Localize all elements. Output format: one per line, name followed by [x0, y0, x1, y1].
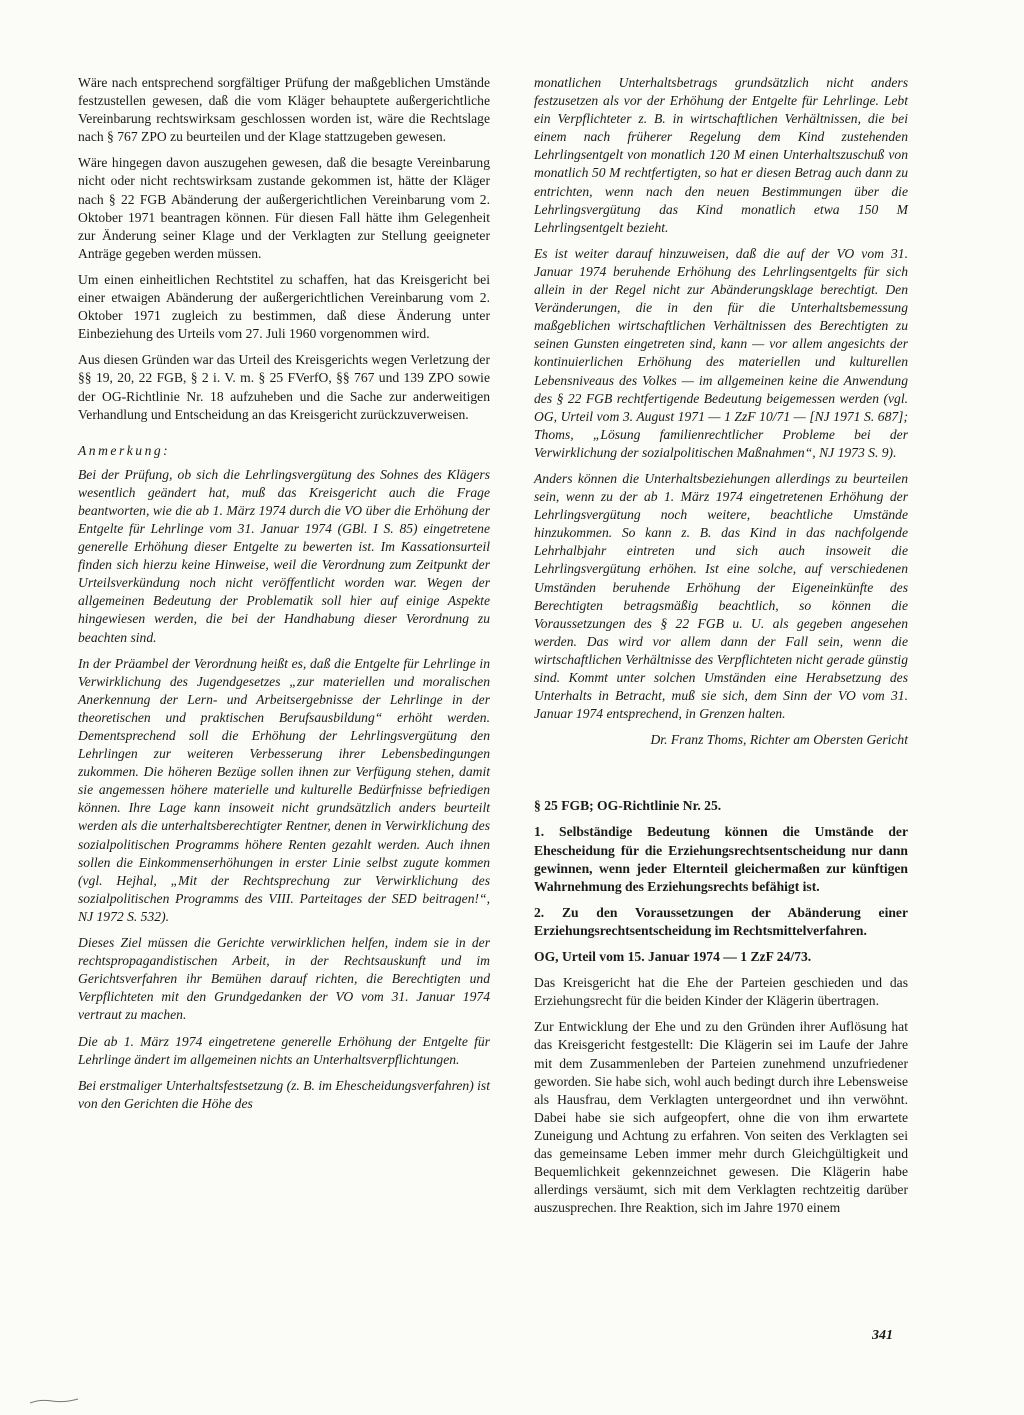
paragraph: Die ab 1. März 1974 eingetretene generelle Erhöhung der Entgelte für Lehrlinge ändert im allgemeinen nichts an Unterhaltsverpflichtungen.: [78, 1033, 490, 1067]
paragraph: Anders können die Unterhaltsbeziehungen allerdings zu beurteilen sein, wenn zu der ab 1. März 1974 eingetretenen Erhöhung der Lehrlingsvergütung noch weitere, beachtliche Umstände hinzukommen. So kann z. B. das Kind in das nachfolgende Lehrhalbjahr eintreten und sich auch insoweit die Lehrlingsvergütung erhöhen. Ist eine solche, auf verschiedenen Umständen beruhende Erhöhung der Eigeneinkünfte des Berechtigten betragsmäßig beachtlich, so können die Voraussetzungen des § 22 FGB u. U. als gegeben angesehen werden. Das wird vor allem dann der Fall sein, wenn die wirtschaftlichen Verhältnisse des Verpflichteten nicht gerade günstig sind. Kommt unter solchen Umständen eine Herabsetzung des Unterhalts in Betracht, muß sie sich, dem Sinn der VO vom 31. Januar 1974 entsprechend, in Grenzen halten.: [534, 470, 908, 722]
paragraph: Es ist weiter darauf hinzuweisen, daß die auf der VO vom 31. Januar 1974 beruhende Erhöhung des Lehrlingsentgelts für sich allein in der Regel nicht zur Abänderungsklage berechtigt. Den Veränderungen, die in den für die Unterhaltsbemessung maßgeblichen wirtschaftlichen Verhältnissen des Berechtigten zu seinen Gunsten eingetreten sind, kann — vor allem angesichts der kontinuierlichen Erhöhung des materiellen und kulturellen Lebensniveaus des Volkes — im allgemeinen keine die Anwendung des § 22 FGB rechtfertigende Bedeutung beigemessen werden (vgl. OG, Urteil vom 3. August 1971 — 1 ZzF 10/71 — [NJ 1971 S. 687]; Thoms, „Lösung familienrechtlicher Probleme bei der Verwirklichung der sozialpolitischen Maßnahmen“, NJ 1973 S. 9).: [534, 245, 908, 460]
paragraph: Bei der Prüfung, ob sich die Lehrlingsvergütung des Sohnes des Klägers wesentlich geändert hat, muß das Kreisgericht auch die Frage beantworten, wie die ab 1. März 1974 durch die VO über die Erhöhung der Entgelte für Lehrlinge vom 31. Januar 1974 (GBl. I S. 85) eingetretene generelle Erhöhung dieser Entgelte zu bewerten ist. Im Kassationsurteil finden sich hierzu keine Hinweise, weil die Verordnung zum Zeitpunkt der Urteilsverkündung noch nicht veröffentlicht worden war. Wegen der allgemeinen Bedeutung der Problematik soll hier auf einige Aspekte hingewiesen werden, die bei der Handhabung dieser Verordnung zu beachten sind.: [78, 466, 490, 645]
page-number: 341: [872, 1328, 893, 1343]
paragraph: Wäre nach entsprechend sorgfältiger Prüfung der maßgeblichen Umstände festzustellen gewesen, daß die vom Kläger behauptete außergerichtliche Vereinbarung rechtswirksam geschlossen worden ist, wäre die Rechtslage nach § 767 ZPO zu beurteilen und der Klage stattzugeben gewesen.: [78, 75, 490, 145]
case-citation: OG, Urteil vom 15. Januar 1974 — 1 ZzF 24/73.: [534, 949, 812, 965]
case-heading: § 25 FGB; OG-Richtlinie Nr. 25.: [534, 798, 722, 814]
paragraph: Dieses Ziel müssen die Gerichte verwirklichen helfen, indem sie in der rechtspropagandistischen Arbeit, in der Rechtsauskunft und im Gerichtsverfahren ihr Bemühen darauf richten, die Berechtigten und Verpflichteten mit den Grundgedanken der VO vom 31. Januar 1974 vertraut zu machen.: [78, 935, 490, 1023]
annotation-heading: Anmerkung:: [78, 442, 171, 458]
paragraph: Aus diesen Gründen war das Urteil des Kreisgerichts wegen Verletzung der §§ 19, 20, 22 FGB, § 2 i. V. m. § 25 FVerfO, §§ 767 und 139 ZPO sowie der OG-Richtlinie Nr. 18 aufzuheben und die Sache zur anderweitigen Verhandlung und Entscheidung an das Kreisgericht zurückzuverweisen.: [78, 352, 490, 422]
left-column: [78, 74, 490, 1121]
paragraph: Das Kreisgericht hat die Ehe der Parteien geschieden und das Erziehungsrecht für die beiden Kinder der Klägerin übertragen.: [534, 975, 908, 1009]
paragraph: Wäre hingegen davon auszugehen gewesen, daß die besagte Vereinbarung nicht oder nicht rechtswirksam zustande gekommen ist, hätte der Kläger nach § 22 FGB Abänderung der außergerichtlichen Vereinbarung vom 2. Oktober 1971 beantragen können. Für diesen Fall hätte ihm Gelegenheit zur Änderung seiner Klage und der Verklagten zur Stellung geeigneter Anträge gegeben werden müssen.: [78, 155, 490, 261]
author-signature: Dr. Franz Thoms, Richter am Obersten Gericht: [650, 732, 908, 748]
paragraph: Bei erstmaliger Unterhaltsfestsetzung (z. B. im Ehescheidungsverfahren) ist von den Gerichten die Höhe des: [78, 1077, 490, 1111]
paragraph: monatlichen Unterhaltsbetrags grundsätzlich nicht anders festzusetzen als vor der Erhöhung der Entgelte für Lehrlinge. Lebt ein Verpflichteter z. B. in wirtschaftlichen Verhältnissen, die bei einem nach früherer Regelung dem Kind zustehenden Lehrlingsentgelt von monatlich 120 M einen Unterhaltszuschuß von monatlich 50 M rechtfertigten, so hat er diesen Betrag auch dann zu entrichten, wenn nach den neuen Bestimmungen über die Lehrlingsvergütung das Kind monatlich etwa 150 M Lehrlingsentgelt bezieht.: [534, 75, 908, 235]
scan-mark: [30, 1398, 90, 1404]
paragraph: In der Präambel der Verordnung heißt es, daß die Entgelte für Lehrlinge in Verwirklichung des Jugendgesetzes „zur materiellen und moralischen Anerkennung der Lern- und Arbeitsergebnisse der Lehrlinge in der theoretischen und praktischen Berufsausbildung“ erhöht werden. Dementsprechend soll die Erhöhung der Lehrlingsvergütung den Lehrlingen zur weiteren Verbesserung ihrer Lebensbedingungen zukommen. Die höheren Bezüge sollen ihnen zur Verfügung stehen, damit sie angemessen höhere materielle und kulturelle Bedürfnisse befriedigen können. Ihre Lage kann insoweit nicht grundsätzlich anders beurteilt werden als die unterhaltsberechtigter Rentner, denen in Verwirklichung des sozialpolitischen Programms höhere Renten gezahlt werden. Auch ihnen sollen die Einkommenserhöhungen in erster Linie selbst zugute kommen (vgl. Hejhal, „Mit der Rechtsprechung zur Verwirklichung des sozialpolitischen Programms des VIII. Parteitages der SED beitragen!“, NJ 1972 S. 532).: [78, 655, 490, 924]
right-column: [534, 74, 908, 1225]
paragraph: Um einen einheitlichen Rechtstitel zu schaffen, hat das Kreisgericht bei einer etwaigen Abänderung der außergerichtlichen Vereinbarung vom 2. Oktober 1971 zugleich zu bestimmen, daß diese Änderung unter Einbeziehung des Urteils vom 27. Juli 1960 vorgenommen wird.: [78, 271, 490, 342]
headnote-2: 2. Zu den Voraussetzungen der Abänderung einer Erziehungsrechtsentscheidung im Rechtsmittelverfahren.: [534, 904, 908, 938]
headnote-1: 1. Selbständige Bedeutung können die Umstände der Ehescheidung für die Erziehungsrechtsentscheidung nur dann gewinnen, wenn jeder Elternteil gleichermaßen zur künftigen Wahrnehmung des Erziehungsrechts befähigt ist.: [534, 824, 908, 894]
paragraph: Zur Entwicklung der Ehe und zu den Gründen ihrer Auflösung hat das Kreisgericht festgestellt: Die Klägerin sei im Laufe der Jahre mit dem Zusammenleben der Parteien zunehmend unzufriedener geworden. Sie habe sich, wohl auch bedingt durch ihre Lebensweise als Hausfrau, dem Verklagten untergeordnet und ihn verwöhnt. Dabei habe sie sich aufgeopfert, ohne die von ihm erwartete Zuneigung und Achtung zu erfahren. Von seiten des Verklagten sei das gemeinsame Leben immer mehr durch Gleichgültigkeit und Bequemlichkeit gekennzeichnet gewesen. Die Klägerin habe allerdings versäumt, sich mit dem Verklagten rechtzeitig darüber auszusprechen. Ihre Reaktion, sich im Jahre 1970 einem: [534, 1019, 908, 1216]
